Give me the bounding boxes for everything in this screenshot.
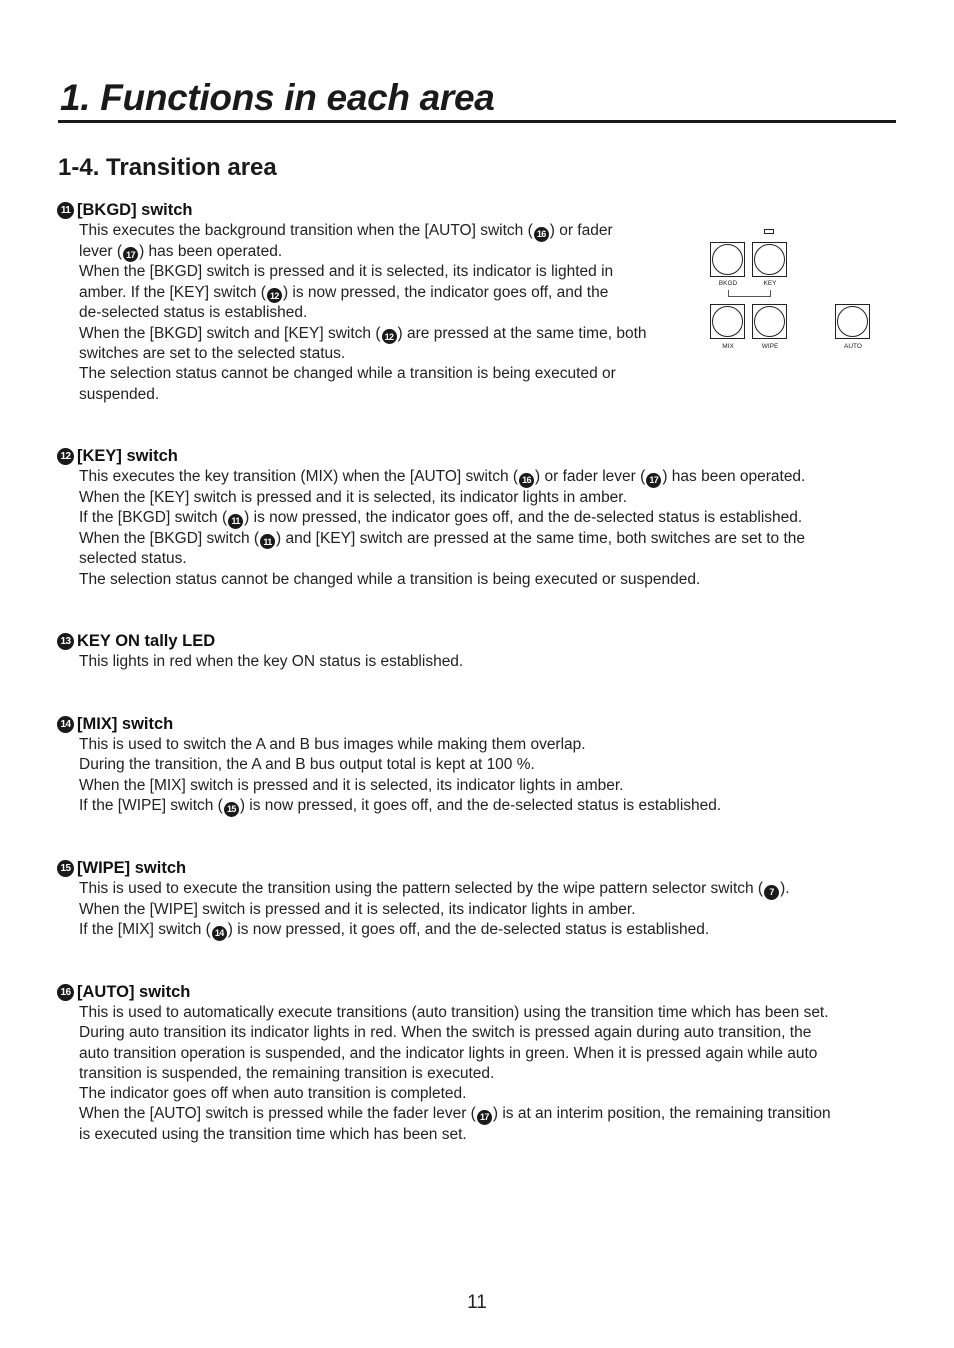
- button-circle-icon: [754, 244, 785, 275]
- item-description: [79, 652, 463, 672]
- chapter-title: 1. Functions in each area: [60, 77, 495, 118]
- body-line: During auto transition its indicator lights in red. When the switch is pressed again during auto transition, the: [79, 1024, 812, 1042]
- body-line: lever ( 17 ) has been operated.: [79, 242, 647, 263]
- reference-number-badge: 7: [764, 885, 779, 900]
- body-line: is executed using the transition time which has been set.: [79, 1126, 467, 1144]
- body-line: If the [WIPE] switch ( 15 ) is now pressed, it goes off, and the de-selected status is established.: [79, 796, 721, 817]
- body-line: When the [KEY] switch is pressed and it is selected, its indicator lights in amber.: [79, 488, 627, 506]
- reference-number-badge: 15: [224, 802, 239, 817]
- body-line: This is used to execute the transition using the pattern selected by the wipe pattern selector switch ( 7 ).: [79, 879, 790, 900]
- item-mix-switch: [57, 714, 721, 817]
- auto-switch-illustration: [835, 304, 870, 339]
- wipe-label: WIPE: [761, 343, 779, 350]
- body-line: This is used to switch the A and B bus images while making them overlap.: [79, 736, 586, 753]
- body-line: de-selected status is established.: [79, 304, 308, 322]
- button-circle-icon: [712, 244, 743, 275]
- item-description: [79, 221, 647, 405]
- reference-number-badge: 16: [519, 473, 534, 488]
- body-line: This is used to automatically execute transitions (auto transition) using the transition time which has been set.: [79, 1004, 829, 1021]
- body-line: During the transition, the A and B bus output total is kept at 100 %.: [79, 756, 535, 774]
- item-number-badge: 13: [57, 633, 74, 650]
- item-wipe-switch: [57, 858, 790, 941]
- item-number-badge: 16: [57, 984, 74, 1001]
- body-line: selected status.: [79, 550, 187, 568]
- item-title: KEY ON tally LED: [77, 632, 216, 650]
- body-line: auto transition operation is suspended, and the indicator lights in green. When it is pressed again while auto: [79, 1044, 818, 1062]
- button-circle-icon: [754, 306, 785, 337]
- body-line: When the [BKGD] switch and [KEY] switch ( 12 ) are pressed at the same time, both: [79, 324, 647, 345]
- link-line: [770, 290, 771, 297]
- item-number-badge: 11: [57, 202, 74, 219]
- reference-number-badge: 17: [477, 1110, 492, 1125]
- item-title: [AUTO] switch: [77, 983, 191, 1001]
- body-line: switches are set to the selected status.: [79, 345, 346, 363]
- mix-switch-illustration: [710, 304, 745, 339]
- item-title: [MIX] switch: [77, 715, 174, 733]
- chapter-divider: [58, 120, 896, 123]
- body-line: If the [MIX] switch ( 14 ) is now pressed, it goes off, and the de-selected status is established.: [79, 920, 790, 941]
- reference-number-badge: 14: [212, 926, 227, 941]
- item-title: [KEY] switch: [77, 447, 178, 465]
- mix-label: MIX: [722, 343, 734, 350]
- body-line: suspended.: [79, 385, 160, 403]
- item-title: [BKGD] switch: [77, 201, 193, 219]
- reference-number-badge: 17: [123, 247, 138, 262]
- key-label: KEY: [763, 280, 777, 287]
- button-circle-icon: [712, 306, 743, 337]
- item-description: [79, 1003, 831, 1145]
- body-line: amber. If the [KEY] switch ( 12 ) is now pressed, the indicator goes off, and the: [79, 283, 647, 304]
- bkgd-label: BKGD: [718, 280, 738, 287]
- item-key-on-tally-led: [57, 631, 463, 672]
- reference-number-badge: 16: [534, 227, 549, 242]
- bkgd-switch-illustration: [710, 242, 745, 277]
- body-line: This executes the background transition when the [AUTO] switch ( 16 ) or fader: [79, 221, 647, 242]
- body-line: The indicator goes off when auto transition is completed.: [79, 1085, 467, 1103]
- button-circle-icon: [837, 306, 868, 337]
- body-line: The selection status cannot be changed while a transition is being executed or: [79, 365, 616, 383]
- reference-number-badge: 12: [267, 288, 282, 303]
- body-line: When the [BKGD] switch is pressed and it is selected, its indicator is lighted in: [79, 263, 614, 281]
- body-line: The selection status cannot be changed while a transition is being executed or suspended.: [79, 570, 701, 588]
- reference-number-badge: 11: [228, 514, 243, 529]
- key-switch-illustration: [752, 242, 787, 277]
- item-number-badge: 14: [57, 716, 74, 733]
- item-description: [79, 735, 721, 817]
- item-description: [79, 467, 805, 590]
- reference-number-badge: 11: [260, 534, 275, 549]
- body-line: When the [WIPE] switch is pressed and it is selected, its indicator lights in amber.: [79, 900, 636, 918]
- section-title: 1-4. Transition area: [58, 154, 277, 181]
- body-line: When the [AUTO] switch is pressed while the fader lever ( 17 ) is at an interim position, the remaining transition: [79, 1104, 831, 1125]
- auto-label: AUTO: [844, 343, 862, 350]
- reference-number-badge: 12: [382, 329, 397, 344]
- item-auto-switch: [57, 982, 831, 1145]
- body-line: When the [BKGD] switch ( 11 ) and [KEY] switch are pressed at the same time, both switches are set to the: [79, 529, 805, 550]
- item-key-switch: [57, 446, 805, 590]
- wipe-switch-illustration: [752, 304, 787, 339]
- body-line: This lights in red when the key ON status is established.: [79, 653, 464, 670]
- reference-number-badge: 17: [646, 473, 661, 488]
- link-line: [728, 296, 770, 297]
- item-bkgd-switch: [57, 200, 647, 405]
- body-line: transition is suspended, the remaining transition is executed.: [79, 1064, 495, 1082]
- transition-area-diagram: [705, 226, 877, 356]
- item-number-badge: 12: [57, 448, 74, 465]
- item-description: [79, 879, 790, 941]
- item-title: [WIPE] switch: [77, 859, 187, 877]
- body-line: If the [BKGD] switch ( 11 ) is now pressed, the indicator goes off, and the de-selected status is established.: [79, 508, 805, 529]
- body-line: This executes the key transition (MIX) when the [AUTO] switch ( 16 ) or fader lever ( 17 ) has been operated.: [79, 467, 805, 488]
- item-number-badge: 15: [57, 860, 74, 877]
- key-on-tally-led: [764, 229, 774, 234]
- page-number: 11: [467, 1292, 487, 1313]
- body-line: When the [MIX] switch is pressed and it is selected, its indicator lights in amber.: [79, 776, 624, 794]
